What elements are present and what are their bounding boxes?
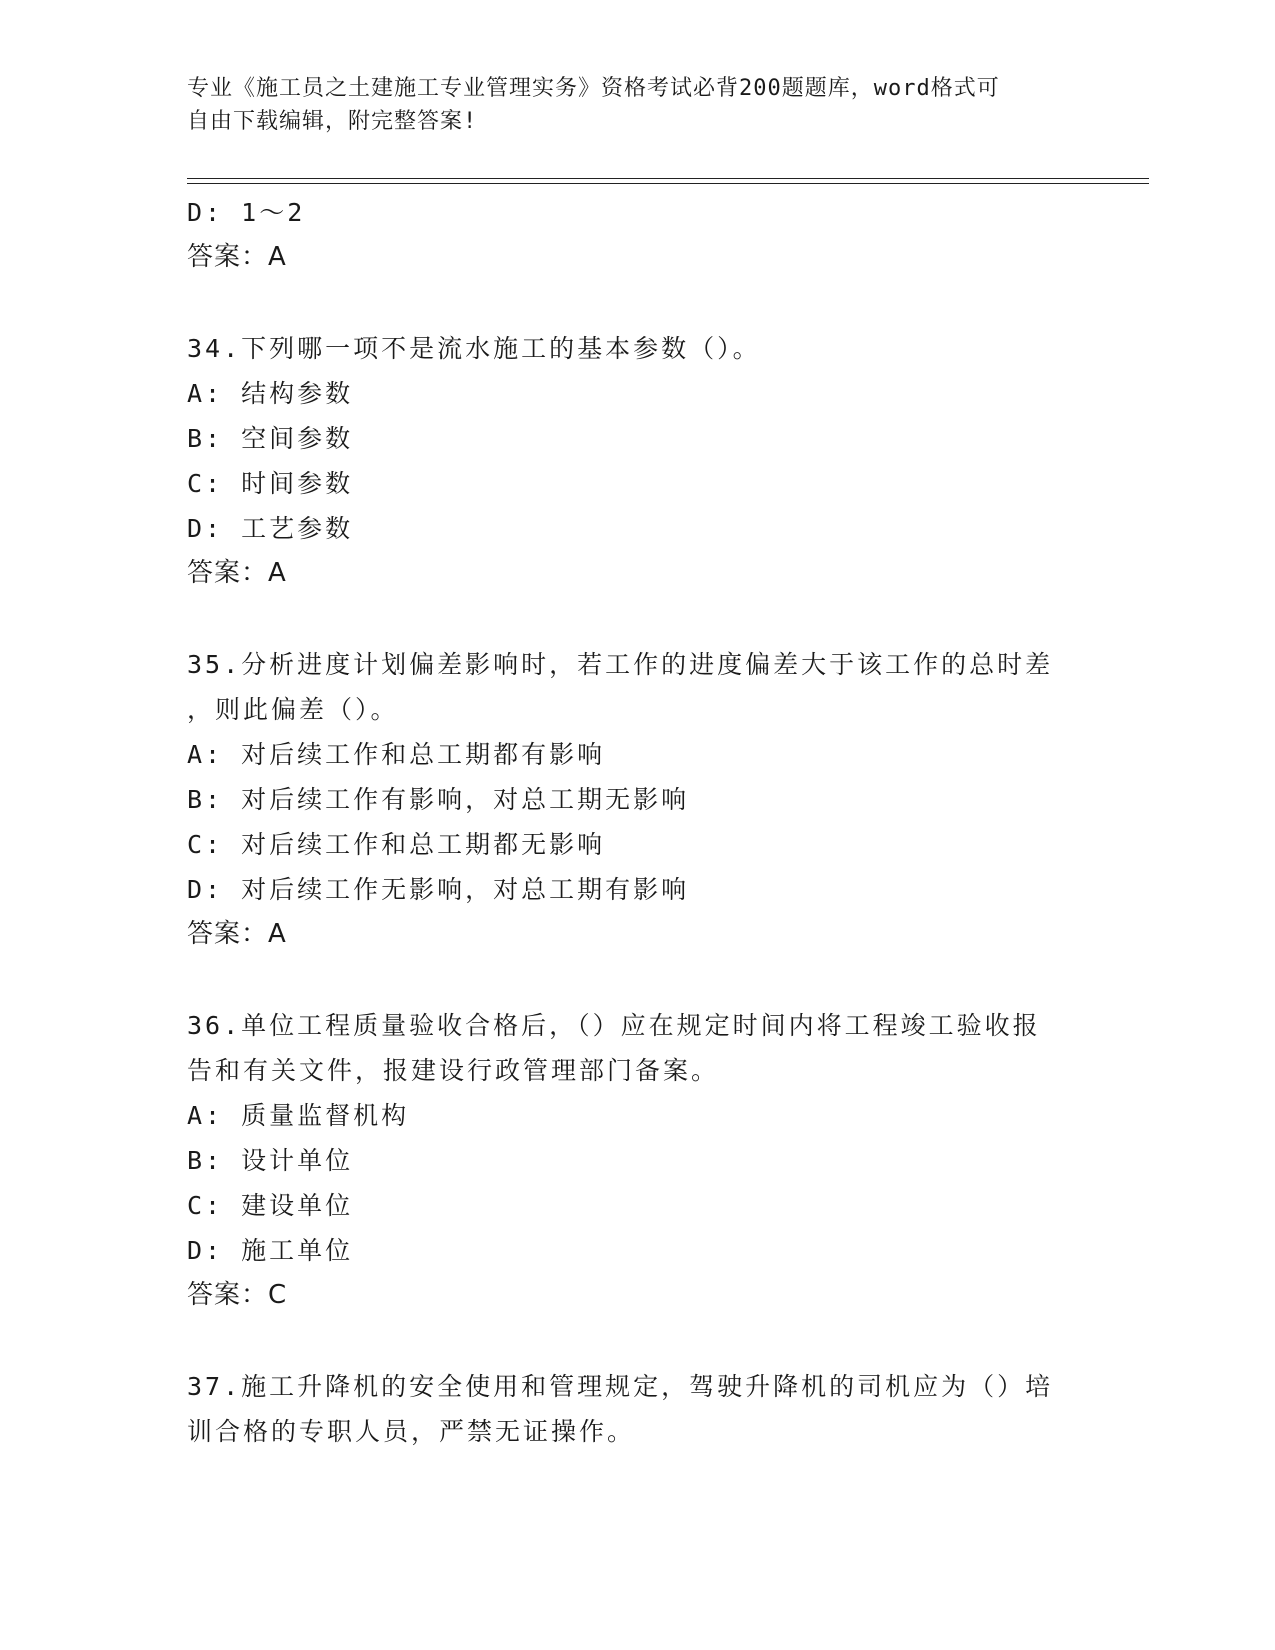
answer-line: 答案：A <box>187 558 287 588</box>
question-stem: 35.分析进度计划偏差影响时，若工作的进度偏差大于该工作的总时差 <box>187 650 1054 679</box>
document-header <box>187 72 1067 138</box>
option-a: A: 对后续工作和总工期都有影响 <box>187 740 606 769</box>
answer-line: 答案：C <box>187 1280 288 1310</box>
option-d: D: 对后续工作无影响，对总工期有影响 <box>187 875 690 904</box>
option-b: B: 对后续工作有影响，对总工期无影响 <box>187 785 690 814</box>
question-list <box>187 190 1087 1454</box>
option-d: D: 施工单位 <box>187 1236 354 1265</box>
question-block-36 <box>187 1003 1087 1318</box>
option-c: C: 时间参数 <box>187 469 354 498</box>
question-stem-continued: 训合格的专职人员，严禁无证操作。 <box>187 1417 636 1446</box>
question-block-33 <box>187 190 1087 280</box>
question-stem-continued: ，则此偏差（）。 <box>187 695 399 724</box>
option-c: C: 对后续工作和总工期都无影响 <box>187 830 606 859</box>
question-block-37 <box>187 1364 1087 1454</box>
answer-line: 答案：A <box>187 242 287 272</box>
option-d: D: 工艺参数 <box>187 514 354 543</box>
header-title-line-1: 专业《施工员之土建施工专业管理实务》资格考试必背200题题库，word格式可 <box>187 76 1000 101</box>
header-title-line-2: 自由下载编辑，附完整答案! <box>187 109 478 134</box>
option-d: D: 1～2 <box>187 198 306 227</box>
option-b: B: 设计单位 <box>187 1146 354 1175</box>
header-divider-bottom <box>187 183 1149 184</box>
header-divider-top <box>187 178 1149 179</box>
question-stem: 37.施工升降机的安全使用和管理规定，驾驶升降机的司机应为（）培 <box>187 1372 1054 1401</box>
option-a: A: 质量监督机构 <box>187 1101 410 1130</box>
answer-line: 答案：A <box>187 919 287 949</box>
question-block-35 <box>187 642 1087 957</box>
question-block-34 <box>187 326 1087 596</box>
question-stem-continued: 告和有关文件，报建设行政管理部门备案。 <box>187 1056 720 1085</box>
option-b: B: 空间参数 <box>187 424 354 453</box>
question-stem: 36.单位工程质量验收合格后，（）应在规定时间内将工程竣工验收报 <box>187 1011 1041 1040</box>
option-c: C: 建设单位 <box>187 1191 354 1220</box>
question-stem: 34.下列哪一项不是流水施工的基本参数（）。 <box>187 334 761 363</box>
option-a: A: 结构参数 <box>187 379 354 408</box>
